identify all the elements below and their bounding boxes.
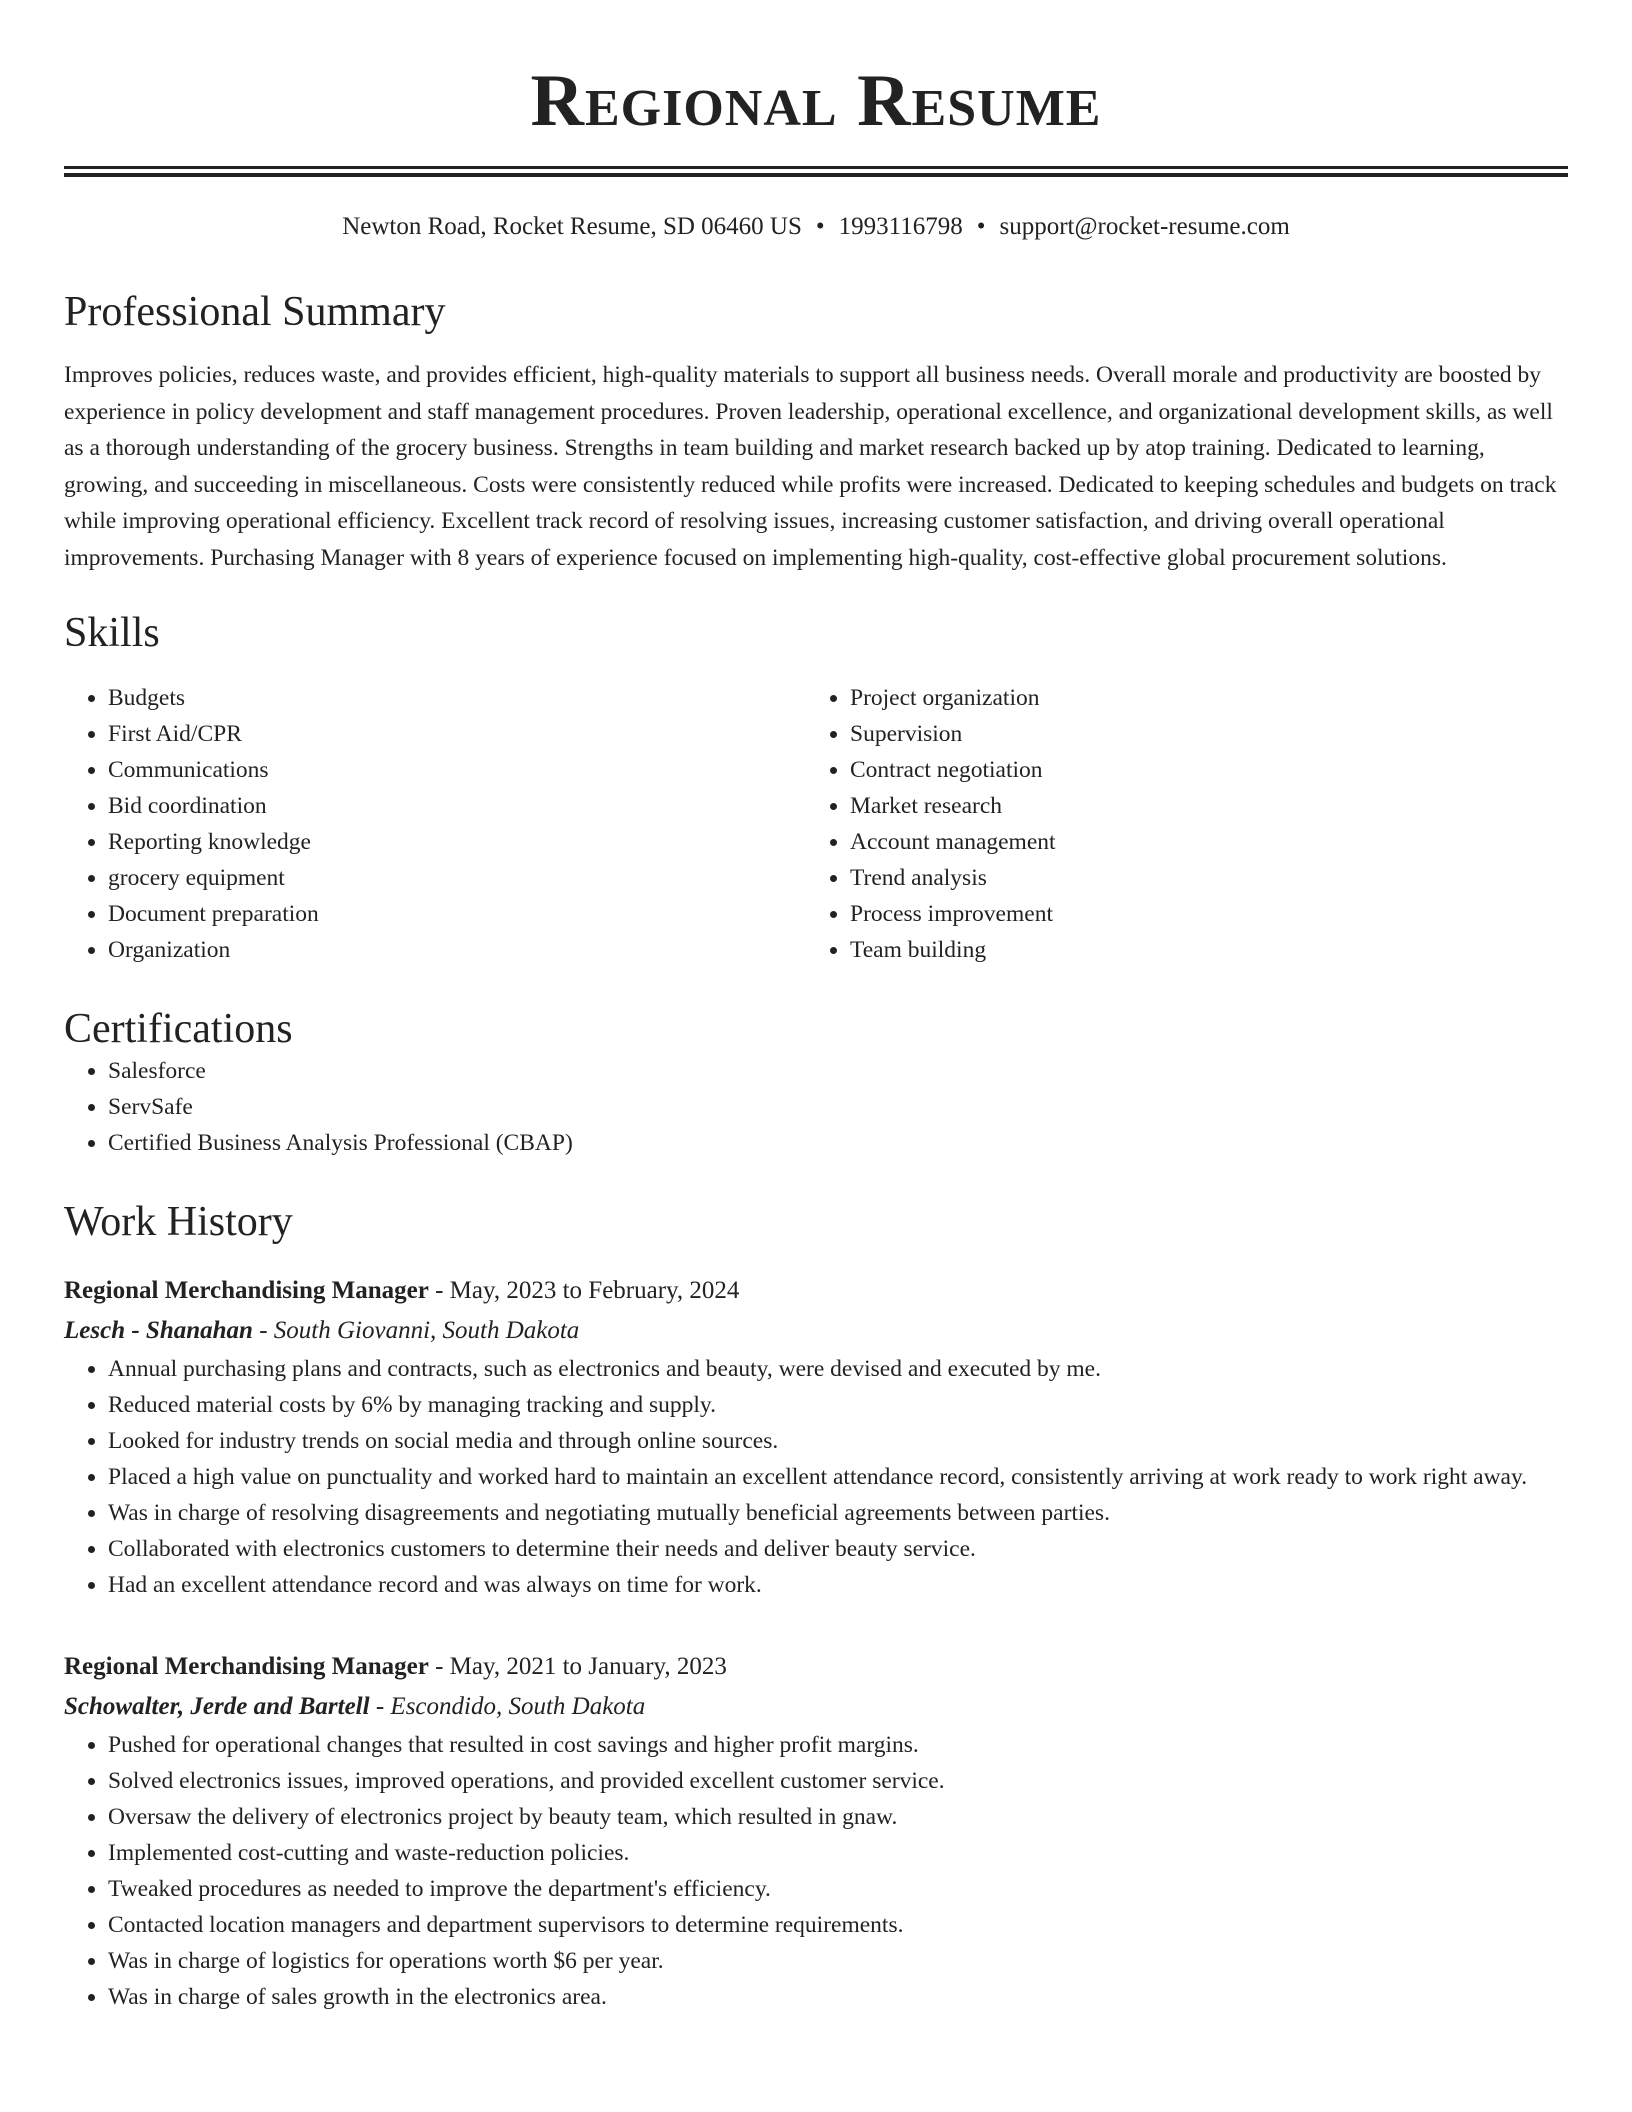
skill-item: • Trend analysis — [850, 860, 1548, 896]
job-bullet: • Was in charge of logistics for operations worth $6 per year. — [108, 1943, 1568, 1979]
job-bullet: • Oversaw the delivery of electronics project by beauty team, which resulted in gnaw. — [108, 1799, 1568, 1835]
job-location: South Giovanni, South Dakota — [273, 1316, 580, 1344]
job-bullet: • Was in charge of resolving disagreements and negotiating mutually beneficial agreements between parties. — [108, 1495, 1568, 1531]
certifications-list — [64, 1053, 1568, 1161]
job-dates: May, 2021 to January, 2023 — [449, 1652, 727, 1680]
contact-separator: • — [815, 213, 825, 240]
job-bullet: • Looked for industry trends on social media and through online sources. — [108, 1423, 1568, 1459]
skill-item: • Supervision — [850, 716, 1548, 752]
certifications-heading: Certifications — [64, 1006, 293, 1053]
job-bullet: • Pushed for operational changes that resulted in cost savings and higher profit margins. — [108, 1727, 1568, 1763]
work-history-heading: Work History — [64, 1198, 293, 1245]
summary-heading: Professional Summary — [64, 289, 446, 335]
skill-item: • First Aid/CPR — [108, 716, 806, 752]
job-bullet: • Solved electronics issues, improved operations, and provided excellent customer service. — [108, 1763, 1568, 1799]
certification-item: • Certified Business Analysis Professional (CBAP) — [108, 1125, 1568, 1161]
job-entry — [64, 1647, 1568, 2015]
job-bullet: • Tweaked procedures as needed to improve the department's efficiency. — [108, 1871, 1568, 1907]
job-bullet: • Contacted location managers and department supervisors to determine requirements. — [108, 1907, 1568, 1943]
skill-item: • Reporting knowledge — [108, 824, 806, 860]
job-bullet: • Reduced material costs by 6% by managing tracking and supply. — [108, 1387, 1568, 1423]
job-bullets — [64, 1351, 1568, 1603]
contact-separator: • — [976, 213, 986, 240]
job-header: Regional Merchandising Manager - May, 2023 to February, 2024 — [64, 1276, 740, 1304]
job-bullet: • Placed a high value on punctuality and worked hard to maintain an excellent attendance record, consistently arriving at work ready to work right away. — [108, 1459, 1568, 1495]
job-entry — [64, 1271, 1568, 1603]
skill-item: • Budgets — [108, 680, 806, 716]
job-bullet: • Was in charge of sales growth in the electronics area. — [108, 1979, 1568, 2015]
skills-left-list — [64, 680, 806, 968]
skill-item: • Process improvement — [850, 896, 1548, 932]
skill-item: • Bid coordination — [108, 788, 806, 824]
work-history-list — [64, 1271, 1568, 2015]
skill-item: • Account management — [850, 824, 1548, 860]
skill-item: • Market research — [850, 788, 1548, 824]
contact-phone: 1993116798 — [838, 213, 963, 240]
job-bullet: • Collaborated with electronics customers to determine their needs and deliver beauty service. — [108, 1531, 1568, 1567]
job-location: Escondido, South Dakota — [390, 1692, 646, 1720]
summary-text: Improves policies, reduces waste, and provides efficient, high-quality materials to support all business needs. Overall morale and productivity are boosted by experience in policy development and staff management procedures. Proven leadership, operational excellence, and organizational development skills, as well as a thorough understanding of the grocery business. Strengths in team building and market research backed up by atop training. Dedicated to learning, growing, and succeeding in miscellaneous. Costs were consistently reduced while profits were increased. Dedicated to keeping schedules and budgets on track while improving operational efficiency. Excellent track record of resolving issues, increasing customer satisfaction, and driving overall operational improvements. Purchasing Manager with 8 years of experience focused on implementing high-quality, cost-effective global procurement solutions. — [64, 362, 1557, 571]
contact-line — [64, 211, 1568, 243]
certification-item: • ServSafe — [108, 1089, 1568, 1125]
job-title: Regional Merchandising Manager — [64, 1652, 429, 1680]
job-company-line: Lesch - Shanahan - South Giovanni, South Dakota — [64, 1316, 580, 1344]
skill-item: • Project organization — [850, 680, 1548, 716]
certification-item: • Salesforce — [108, 1053, 1568, 1089]
job-title: Regional Merchandising Manager — [64, 1276, 429, 1304]
job-bullet: • Implemented cost-cutting and waste-reduction policies. — [108, 1835, 1568, 1871]
contact-email: support@rocket-resume.com — [999, 213, 1290, 240]
job-company-line: Schowalter, Jerde and Bartell - Escondido, South Dakota — [64, 1692, 646, 1720]
header-rule — [64, 166, 1568, 177]
job-header: Regional Merchandising Manager - May, 2021 to January, 2023 — [64, 1652, 727, 1680]
job-dates: May, 2023 to February, 2024 — [449, 1276, 740, 1304]
job-bullets — [64, 1727, 1568, 2015]
contact-address: Newton Road, Rocket Resume, SD 06460 US — [342, 213, 802, 240]
skills-right-list — [806, 680, 1548, 968]
skill-item: • Team building — [850, 932, 1548, 968]
job-bullet: • Annual purchasing plans and contracts, such as electronics and beauty, were devised and executed by me. — [108, 1351, 1568, 1387]
skill-item: • Document preparation — [108, 896, 806, 932]
job-company: Lesch - Shanahan — [64, 1316, 253, 1344]
skill-item: • Organization — [108, 932, 806, 968]
job-bullet: • Had an excellent attendance record and was always on time for work. — [108, 1567, 1568, 1603]
skills-heading: Skills — [64, 610, 160, 657]
job-company: Schowalter, Jerde and Bartell — [64, 1692, 370, 1720]
skills-columns — [64, 680, 1568, 968]
skill-item: • Contract negotiation — [850, 752, 1548, 788]
resume-name: Regional Resume — [530, 60, 1102, 142]
skill-item: • Communications — [108, 752, 806, 788]
skill-item: • grocery equipment — [108, 860, 806, 896]
